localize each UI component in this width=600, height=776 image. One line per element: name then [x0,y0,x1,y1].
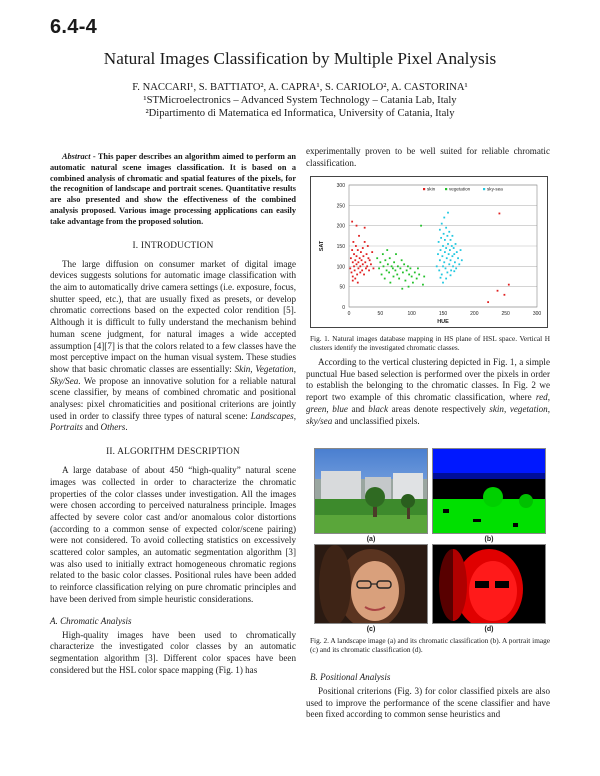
data-point-vegetation [388,272,390,274]
data-point-skin [362,263,364,265]
cls-red: red [535,392,548,403]
data-point-vegetation [395,253,397,255]
data-point-vegetation [387,263,389,265]
data-point-sky-sea [441,223,443,225]
data-point-sky-sea [444,239,446,241]
data-point-skin [350,257,352,259]
data-point-skin [373,267,375,269]
data-point-sky-sea [441,274,443,276]
x-tick-label: 250 [501,311,510,317]
data-point-skin [354,270,356,272]
x-tick-label: 100 [407,311,416,317]
data-point-sky-sea [460,249,462,251]
data-point-skin [362,247,364,249]
data-point-sky-sea [458,263,460,265]
landscape-classification-image [432,448,546,534]
data-point-sky-sea [442,265,444,267]
data-point-sky-sea [440,249,442,251]
data-point-sky-sea [455,243,457,245]
data-point-sky-sea [451,245,453,247]
data-point-sky-sea [452,255,454,257]
data-point-skin [353,265,355,267]
data-point-sky-sea [442,282,444,284]
data-point-sky-sea [444,251,446,253]
portrait-image [314,544,428,624]
data-point-skin [366,253,368,255]
x-axis-label: HUE [437,319,449,325]
x-tick-label: 200 [470,311,479,317]
legend-marker-skin [423,188,425,190]
data-point-sky-sea [439,259,441,261]
data-point-skin [361,270,363,272]
data-point-vegetation [389,257,391,259]
y-axis-label: SAT [319,240,325,252]
figure-1-caption [310,334,550,353]
cls-text-1: According to the vertical clustering depicted in Fig. 1, a simple punctual Hue based selection is performed over the pixels in order to establish the belonging to the chromatic classes. In Fig. 2 we report two example of this chromatic classification, where [306,357,550,403]
cls-green: green [306,403,327,414]
data-point-vegetation [406,270,408,272]
data-point-skin [352,280,354,282]
cls-sky: sky/sea [306,415,333,426]
data-point-vegetation [402,272,404,274]
data-point-skin [355,245,357,247]
data-point-skin [352,241,354,243]
data-point-skin [508,284,510,286]
data-point-vegetation [379,261,381,263]
data-point-sky-sea [453,247,455,249]
data-point-sky-sea [437,253,439,255]
intro-end: . [125,422,128,433]
data-point-sky-sea [445,278,447,280]
right-column-mid [306,357,550,427]
data-point-vegetation [407,265,409,267]
data-point-vegetation [386,270,388,272]
data-point-sky-sea [446,272,448,274]
intro-classes: Skin, Vegetation, Sky/Sea [50,363,296,386]
intro-and: and [82,422,101,433]
data-point-skin [366,265,368,267]
legend-label-vegetation: vegetation [449,186,471,192]
data-point-sky-sea [456,251,458,253]
data-point-sky-sea [445,247,447,249]
y-tick-label: 200 [336,223,345,230]
algorithm-paragraph: A large database of about 450 “high-quality” natural scene images was collected in order to characterize the chromatic properties of the color classes under investigation. All the images were chosen according to perceived naturalness principle. Images affected by severe color cast and/or anomalous color distortions (according to a common sense of expected color/scene pairing) were not considered. To avoid collecting statistics on excessively scattered color samples, an automatic segmentation algorithm [3] was also used to initially extract homogeneous chromatic regions related to the basic color classes. Positional rules have been added to reinforce classification relying on pure chromatic principles and have been derived from simple heuristic considerations. [50,465,296,604]
data-point-vegetation [382,253,384,255]
cls-text-2: areas denote respectively [388,403,490,414]
y-tick-label: 300 [336,183,345,189]
data-point-sky-sea [445,267,447,269]
data-point-skin [359,272,361,274]
legend-marker-sky-sea [483,188,485,190]
data-point-sky-sea [453,270,455,272]
intro-types: Landscapes, Portraits [50,410,296,433]
data-point-sky-sea [461,259,463,261]
data-point-sky-sea [455,267,457,269]
data-point-skin [497,290,499,292]
data-point-sky-sea [447,243,449,245]
cls-c4: , [547,403,551,414]
data-point-sky-sea [452,265,454,267]
right-column-top [306,146,550,169]
data-point-vegetation [401,288,403,290]
data-point-skin [349,267,351,269]
left-column [50,152,296,676]
y-tick-label: 250 [336,203,345,210]
classification-paragraph [306,357,550,427]
data-point-sky-sea [446,257,448,259]
data-point-vegetation [397,265,399,267]
data-point-skin [364,241,366,243]
data-point-vegetation [391,265,393,267]
data-point-skin [367,245,369,247]
data-point-sky-sea [436,265,438,267]
data-point-skin [356,255,358,257]
data-point-sky-sea [438,270,440,272]
data-point-skin [368,270,370,272]
x-tick-label: 0 [347,311,351,317]
abstract-text: - This paper describes an algorithm aimed to perform an automatic natural scene images classification. It is based on a combined analysis of chromatic and spatial features of the pixels, for the recognition of landscape and portrait scenes. Quantitative results are also presented and show the effectiveness of the combined analysis proposed. Various image processing applications can easily take advantage from the proposed solution. [50,152,296,226]
data-point-skin [356,225,358,227]
introduction-paragraph [50,259,296,435]
data-point-vegetation [384,259,386,261]
data-point-skin [359,265,361,267]
data-point-skin [352,276,354,278]
data-point-skin [499,213,501,215]
data-point-skin [358,235,360,237]
data-point-vegetation [422,284,424,286]
data-point-skin [364,261,366,263]
data-point-skin [352,261,354,263]
data-point-vegetation [410,267,412,269]
data-point-sky-sea [439,229,441,231]
figure-2-caption-text: Fig. 2. A landscape image (a) and its chromatic classification (b). A portrait image (c) and its chromatic classification (d). [310,636,550,655]
data-point-vegetation [393,261,395,263]
data-point-skin [351,221,353,223]
chromatic-paragraph: High-quality images have been used to chromatically characterize the investigated color classes by an automatic segmentation algorithm [3]. Different color spaces have been considered but the HSL color space mapping (Fig. 1) has [50,629,296,675]
data-point-skin [357,282,359,284]
data-point-sky-sea [446,235,448,237]
section-algorithm-heading: II. ALGORITHM DESCRIPTION [106,447,240,458]
landscape-image [314,448,428,534]
data-point-sky-sea [448,263,450,265]
data-point-vegetation [412,282,414,284]
data-point-vegetation [396,274,398,276]
right-column-bottom [306,686,550,721]
label-d: (d) [484,626,494,633]
figure-1-caption-text: Fig. 1. Natural images database mapping in HS plane of HSL space. Vertical H clusters identify the investigated chromatic classes. [310,334,550,353]
data-point-vegetation [389,282,391,284]
data-point-vegetation [411,276,413,278]
subsection-positional-heading [310,672,550,682]
intro-others: Others [100,422,126,433]
data-point-skin [363,255,365,257]
data-point-skin [369,259,371,261]
data-point-sky-sea [449,249,451,251]
data-point-sky-sea [448,253,450,255]
cls-text-3: and unclassified pixels. [332,415,420,426]
data-point-skin [363,274,365,276]
data-point-sky-sea [443,261,445,263]
data-point-sky-sea [450,259,452,261]
data-point-vegetation [403,263,405,265]
y-tick-label: 0 [342,305,345,311]
data-point-vegetation [384,278,386,280]
data-point-vegetation [381,274,383,276]
data-point-skin [361,259,363,261]
scatter-plot [311,177,547,327]
data-point-skin [358,261,360,263]
paper-title: Natural Images Classification by Multiple Pixel Analysis [103,49,497,68]
x-tick-label: 300 [532,311,542,317]
legend-marker-vegetation [445,188,447,190]
label-b: (b) [484,536,494,543]
data-point-skin [358,267,360,269]
data-point-sky-sea [440,237,442,239]
abstract-lead: Abstract [62,152,91,161]
cls-black: black [368,403,388,414]
data-point-skin [487,301,489,303]
data-point-sky-sea [440,277,442,279]
data-point-vegetation [405,280,407,282]
data-point-sky-sea [443,217,445,219]
data-point-sky-sea [442,245,444,247]
cls-and: and [347,403,369,414]
label-a: (a) [366,536,376,543]
figure-1-chart [310,176,548,328]
data-point-vegetation [376,257,378,259]
cls-veg: vegetation [509,403,548,414]
data-point-vegetation [423,276,425,278]
figure-2-caption [310,636,550,655]
data-point-skin [353,253,355,255]
data-point-skin [364,227,366,229]
x-tick-label: 150 [438,311,448,317]
data-point-vegetation [417,267,419,269]
cls-skin: skin [489,403,504,414]
data-point-skin [357,249,359,251]
data-point-vegetation [378,267,380,269]
data-point-sky-sea [448,231,450,233]
affiliation-2: ²Dipartimento di Matematica ed Informatica, University of Catania, Italy [145,108,455,119]
portrait-classification-image [432,544,546,624]
section-introduction-heading: I. INTRODUCTION [132,240,214,251]
data-point-sky-sea [457,257,459,259]
legend-label-sky-sea: sky-sea [487,186,503,192]
data-point-skin [354,278,356,280]
abstract [50,152,296,228]
data-point-sky-sea [443,233,445,235]
cls-c3: , [503,403,510,414]
cls-c2: , [326,403,333,414]
data-point-vegetation [418,274,420,276]
data-point-sky-sea [447,212,449,214]
cls-blue: blue [332,403,348,414]
data-point-sky-sea [438,241,440,243]
data-point-sky-sea [454,261,456,263]
continued-paragraph: experimentally proven to be well suited for reliable chromatic classification. [306,146,550,168]
y-tick-label: 100 [336,264,345,271]
data-point-vegetation [398,278,400,280]
cls-c1: , [547,392,550,403]
data-point-sky-sea [441,255,443,257]
data-point-sky-sea [445,227,447,229]
data-point-skin [360,251,362,253]
data-point-vegetation [401,259,403,261]
positional-paragraph: Positional criterions (Fig. 3) for color classified pixels are also used to improve the performance of the scene classifier and have been fixed according to common sense heuristics and [306,686,550,720]
data-point-skin [504,294,506,296]
x-tick-label: 50 [377,311,384,317]
data-point-vegetation [399,267,401,269]
data-point-skin [356,274,358,276]
data-point-vegetation [414,272,416,274]
data-point-skin [351,249,353,251]
data-point-vegetation [393,276,395,278]
y-tick-label: 150 [336,244,345,250]
data-point-vegetation [416,278,418,280]
data-point-vegetation [420,225,422,227]
label-c: (c) [366,626,376,633]
data-point-skin [359,257,361,259]
data-point-vegetation [392,267,394,269]
data-point-vegetation [408,286,410,288]
data-point-skin [368,257,370,259]
intro-text-2: . We propose an innovative solution for a reliable natural scene classifier, by means of combined chromatic and positional analyses: pixel chromaticities and positional criterions are jointly used in order to classify three types of natural scene: [50,375,296,421]
data-point-skin [371,251,373,253]
data-point-skin [354,259,356,261]
data-point-sky-sea [452,235,454,237]
author-block [0,81,600,120]
session-number: 6.4-4 [50,16,98,38]
data-point-skin [365,267,367,269]
data-point-sky-sea [450,239,452,241]
data-point-vegetation [383,265,385,267]
author-list: F. NACCARI¹, S. BATTIATO², A. CAPRA¹, S. CARIOLO², A. CASTORINA¹ [132,82,468,93]
data-point-vegetation [408,274,410,276]
data-point-vegetation [394,270,396,272]
data-point-sky-sea [453,253,455,255]
positional-heading-text: B. Positional Analysis [310,672,391,682]
data-point-skin [351,272,353,274]
data-point-skin [356,263,358,265]
legend-label-skin: skin [427,186,436,192]
data-point-skin [370,263,372,265]
affiliation-1: ¹STMicroelectronics – Advanced System Technology – Catania Lab, Italy [143,95,457,106]
data-point-sky-sea [450,270,452,272]
subsection-chromatic-heading: A. Chromatic Analysis [50,615,132,626]
y-tick-label: 50 [339,284,345,291]
data-point-vegetation [386,249,388,251]
data-point-sky-sea [450,274,452,276]
intro-text-1: The large diffusion on consumer market of digital image devices suggests solutions for automatic image classification with the aim to automatically drive camera settings (i.e. exposure, focus, shutter speed, etc.), that are usually fixed as presets, or develop chromatic corrections based on the expected color rendition [5]. Although it is difficult to fully understand the mechanism behind human scene judgment, for natural images a wide accepted assumption [4][7] is that the colors related to a few classes have the most perceptive impact on the human visual system. These studies show that basic chromatic classes are essentially: [50,258,296,374]
